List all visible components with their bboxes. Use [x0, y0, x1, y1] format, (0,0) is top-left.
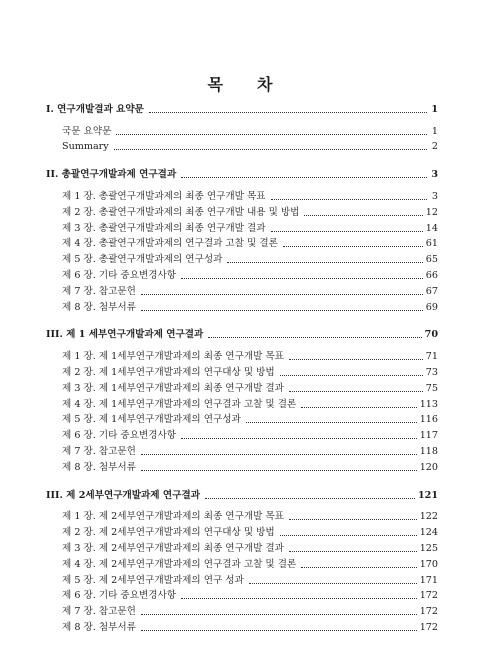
toc-entry	[46, 571, 438, 587]
toc-label: 제 6 장. 기타 중요변경사항	[62, 430, 177, 442]
dot-leader	[271, 231, 423, 232]
toc-label: 제 1 장. 총괄연구개발과제의 최종 연구개발 목표	[62, 190, 266, 202]
toc-entry	[46, 187, 438, 203]
dot-leader	[289, 519, 417, 520]
dot-leader	[181, 598, 417, 599]
toc-section-heading	[46, 100, 438, 116]
toc-section	[46, 165, 438, 313]
dot-leader	[181, 177, 427, 178]
toc-entry	[46, 539, 438, 555]
toc-label: III. 제 1 세부연구개발과제 연구결과	[46, 329, 204, 341]
toc-entry	[46, 508, 438, 524]
dot-leader	[280, 375, 423, 376]
toc-page-number: 1	[431, 125, 438, 137]
toc-label: 제 1 장. 제 1세부연구개발과제의 최종 연구개발 목표	[62, 351, 284, 363]
toc-entry	[46, 203, 438, 219]
toc-entry	[46, 442, 438, 458]
toc-label: 제 4 장. 제 1세부연구개발과제의 연구결과 고찰 및 결론	[62, 398, 297, 410]
toc-entry	[46, 411, 438, 427]
toc-page-number: 117	[419, 430, 438, 442]
toc-entry	[46, 250, 438, 266]
toc-entry	[46, 266, 438, 282]
title-char-2: 차	[257, 75, 273, 94]
toc-page-number: 14	[425, 222, 438, 234]
toc-label: 제 7 장. 참고문헌	[62, 285, 136, 297]
dot-leader	[141, 614, 417, 615]
toc-entry	[46, 458, 438, 474]
dot-leader	[205, 498, 415, 499]
toc-page-number: 122	[419, 511, 438, 523]
toc-page-number: 75	[425, 382, 438, 394]
toc-page-number: 2	[431, 141, 438, 153]
toc-page-number: 172	[419, 606, 438, 618]
toc-page-number: 12	[425, 206, 438, 218]
toc-label: II. 총괄연구개발과제 연구결과	[46, 169, 177, 181]
toc-page-number: 67	[425, 285, 438, 297]
dot-leader	[289, 391, 423, 392]
toc-page-number: 172	[419, 590, 438, 602]
toc-entry	[46, 138, 438, 154]
dot-leader	[301, 567, 416, 568]
toc-label: 제 5 장. 총괄연구개발과제의 연구성과	[62, 254, 223, 266]
toc-entry	[46, 298, 438, 314]
toc-label: 국문 요약문	[62, 125, 112, 137]
toc-entry	[46, 219, 438, 235]
toc-page-number: 113	[419, 398, 438, 410]
toc-section-heading	[46, 486, 438, 502]
dot-leader	[280, 535, 417, 536]
toc-page-number: 65	[425, 254, 438, 266]
toc-section-heading	[46, 165, 438, 181]
toc-entry	[46, 602, 438, 618]
page-title	[0, 72, 480, 95]
dot-leader	[114, 149, 427, 150]
toc-label: 제 7 장. 참고문헌	[62, 445, 136, 457]
toc-section-heading	[46, 326, 438, 342]
toc-entry	[46, 347, 438, 363]
dot-leader	[289, 551, 417, 552]
toc-label: 제 2 장. 총괄연구개발과제의 최종 연구개발 내용 및 방법	[62, 206, 300, 218]
title-char-1: 목	[207, 75, 223, 94]
toc-label: 제 2 장. 제 1세부연구개발과제의 연구대상 및 방법	[62, 366, 275, 378]
toc-entry	[46, 618, 438, 634]
toc-page-number: 124	[419, 527, 438, 539]
dot-leader	[116, 134, 427, 135]
toc-label: 제 1 장. 제 2세부연구개발과제의 최종 연구개발 목표	[62, 511, 284, 523]
toc-page-number: 170	[419, 558, 438, 570]
toc-page-number: 3	[431, 190, 438, 202]
dot-leader	[301, 407, 416, 408]
dot-leader	[141, 310, 423, 311]
toc-label: 제 5 장. 제 1세부연구개발과제의 연구성과	[62, 414, 241, 426]
toc-label: 제 2 장. 제 2세부연구개발과제의 연구대상 및 방법	[62, 527, 275, 539]
toc-page-number: 121	[417, 489, 438, 501]
toc-label: 제 4 장. 제 2세부연구개발과제의 연구결과 고찰 및 결론	[62, 558, 297, 570]
toc-label: 제 6 장. 기타 중요변경사항	[62, 269, 177, 281]
toc-label: 제 8 장. 첨부서류	[62, 461, 136, 473]
dot-leader	[289, 359, 423, 360]
toc-page-number: 116	[419, 414, 438, 426]
toc-section	[46, 486, 438, 634]
dot-leader	[141, 630, 417, 631]
dot-leader	[141, 294, 423, 295]
toc-page-number: 120	[419, 461, 438, 473]
toc-page-number: 3	[431, 169, 438, 181]
toc-section	[46, 326, 438, 474]
dot-leader	[271, 199, 427, 200]
dot-leader	[141, 454, 417, 455]
dot-leader	[181, 278, 423, 279]
toc-page-number: 66	[425, 269, 438, 281]
dot-leader	[246, 422, 417, 423]
dot-leader	[149, 112, 427, 113]
toc-label: 제 8 장. 첨부서류	[62, 301, 136, 313]
toc-entry	[46, 395, 438, 411]
toc-label: I. 연구개발결과 요약문	[46, 103, 144, 115]
toc-label: 제 3 장. 제 2세부연구개발과제의 최종 연구개발 결과	[62, 542, 284, 554]
toc-page-number: 73	[425, 366, 438, 378]
toc-label: 제 7 장. 참고문헌	[62, 606, 136, 618]
dot-leader	[283, 246, 423, 247]
toc-entry	[46, 587, 438, 603]
toc-entry	[46, 426, 438, 442]
toc-page-number: 71	[425, 351, 438, 363]
dot-leader	[249, 583, 417, 584]
toc-page-number: 61	[425, 238, 438, 250]
toc-entry	[46, 122, 438, 138]
dot-leader	[208, 337, 421, 338]
toc-entry	[46, 555, 438, 571]
toc-entry	[46, 282, 438, 298]
toc-entry	[46, 523, 438, 539]
toc-page-number: 125	[419, 542, 438, 554]
toc-label: Summary	[62, 141, 109, 153]
toc-page-number: 171	[419, 574, 438, 586]
toc-label: III. 제 2세부연구개발과제 연구결과	[46, 489, 200, 501]
toc-page-number: 118	[419, 445, 438, 457]
toc-page-number: 172	[419, 621, 438, 633]
toc-page-number: 1	[431, 103, 438, 115]
toc-label: 제 4 장. 총괄연구개발과제의 연구결과 고찰 및 결론	[62, 238, 278, 250]
toc-entry	[46, 235, 438, 251]
dot-leader	[227, 262, 422, 263]
toc-label: 제 8 장. 첨부서류	[62, 621, 136, 633]
dot-leader	[304, 215, 422, 216]
toc-entry	[46, 363, 438, 379]
toc-label: 제 3 장. 총괄연구개발과제의 최종 연구개발 결과	[62, 222, 266, 234]
toc-section	[46, 100, 438, 153]
dot-leader	[181, 438, 417, 439]
toc-label: 제 5 장. 제 2세부연구개발과제의 연구 성과	[62, 574, 244, 586]
toc-entry	[46, 379, 438, 395]
table-of-contents	[46, 100, 438, 646]
dot-leader	[141, 470, 417, 471]
toc-label: 제 6 장. 기타 중요변경사항	[62, 590, 177, 602]
toc-page-number: 70	[424, 329, 438, 341]
toc-page-number: 69	[425, 301, 438, 313]
toc-label: 제 3 장. 제 1세부연구개발과제의 최종 연구개발 결과	[62, 382, 284, 394]
